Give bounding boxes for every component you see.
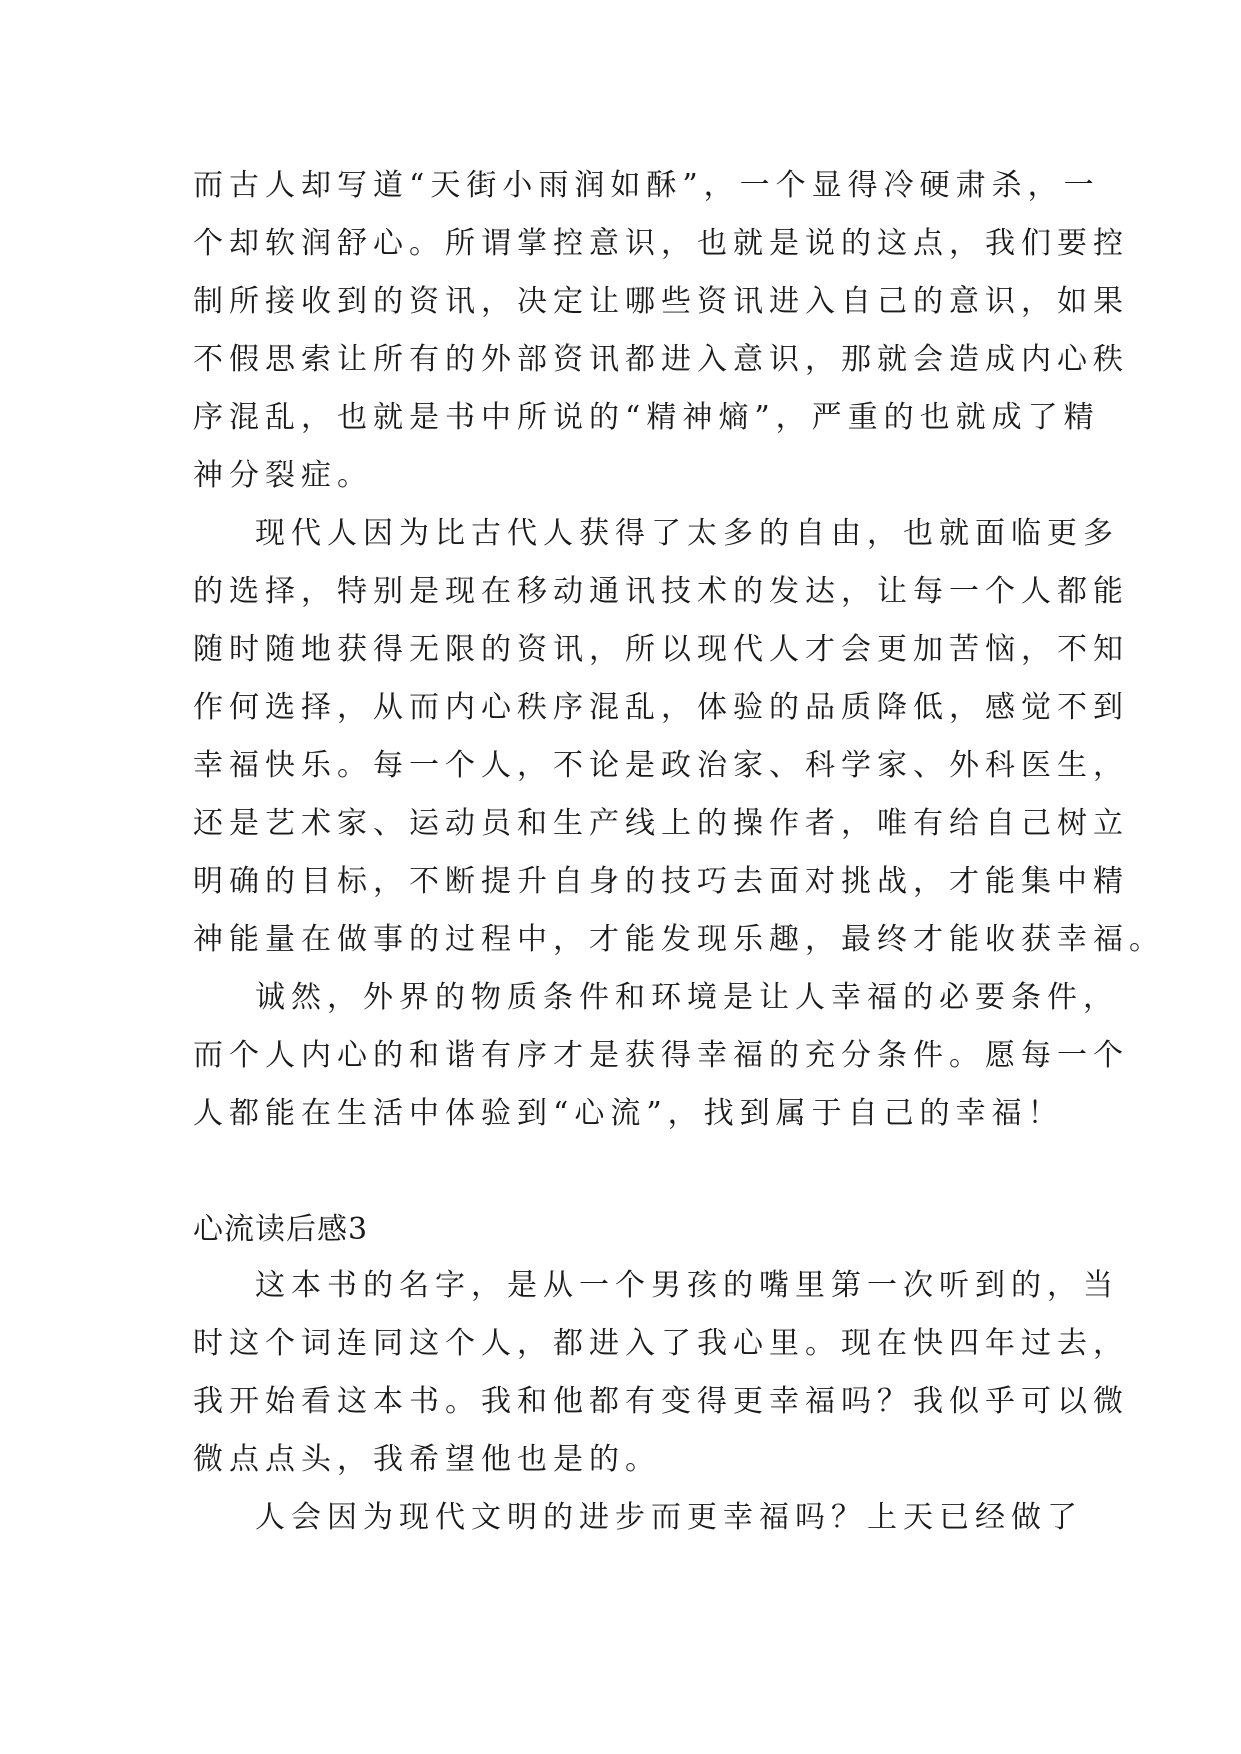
text-line: 不假思索让所有的外部资讯都进入意识，那就会造成内心秩 — [193, 342, 1129, 377]
text-line: 个却软润舒心。所谓掌控意识，也就是说的这点，我们要控 — [193, 226, 1129, 261]
section-heading: 心流读后感3 — [193, 1212, 369, 1247]
text-line: 神能量在做事的过程中，才能发现乐趣，最终才能收获幸福。 — [193, 922, 1165, 957]
paragraph-start-line: 现代人因为比古代人获得了太多的自由，也就面临更多 — [255, 516, 1119, 551]
text-line: 神分裂症。 — [193, 458, 373, 493]
paragraph-start-line: 人会因为现代文明的进步而更幸福吗？上天已经做了 — [255, 1500, 1083, 1535]
text-line: 还是艺术家、运动员和生产线上的操作者，唯有给自己树立 — [193, 806, 1129, 841]
paragraph-start-line: 这本书的名字，是从一个男孩的嘴里第一次听到的，当 — [255, 1268, 1119, 1303]
text-line: 幸福快乐。每一个人，不论是政治家、科学家、外科医生， — [193, 748, 1129, 783]
text-line: 的选择，特别是现在移动通讯技术的发达，让每一个人都能 — [193, 574, 1129, 609]
text-line: 作何选择，从而内心秩序混乱，体验的品质降低，感觉不到 — [193, 690, 1129, 725]
text-line: 微点点头，我希望他也是的。 — [193, 1442, 661, 1477]
paragraph-start-line: 诚然，外界的物质条件和环境是让人幸福的必要条件， — [255, 980, 1119, 1015]
text-line: 序混乱，也就是书中所说的“精神熵”，严重的也就成了精 — [193, 400, 1100, 435]
text-line: 而古人却写道“天街小雨润如酥”，一个显得冷硬肃杀，一 — [193, 168, 1100, 203]
text-line: 而个人内心的和谐有序才是获得幸福的充分条件。愿每一个 — [193, 1038, 1129, 1073]
text-line: 人都能在生活中体验到“心流”，找到属于自己的幸福！ — [193, 1096, 1064, 1131]
text-line: 制所接收到的资讯，决定让哪些资讯进入自己的意识，如果 — [193, 284, 1129, 319]
text-line: 我开始看这本书。我和他都有变得更幸福吗？我似乎可以微 — [193, 1384, 1129, 1419]
text-line: 时这个词连同这个人，都进入了我心里。现在快四年过去， — [193, 1326, 1129, 1361]
text-line: 明确的目标，不断提升自身的技巧去面对挑战，才能集中精 — [193, 864, 1129, 899]
text-line: 随时随地获得无限的资讯，所以现代人才会更加苦恼，不知 — [193, 632, 1129, 667]
